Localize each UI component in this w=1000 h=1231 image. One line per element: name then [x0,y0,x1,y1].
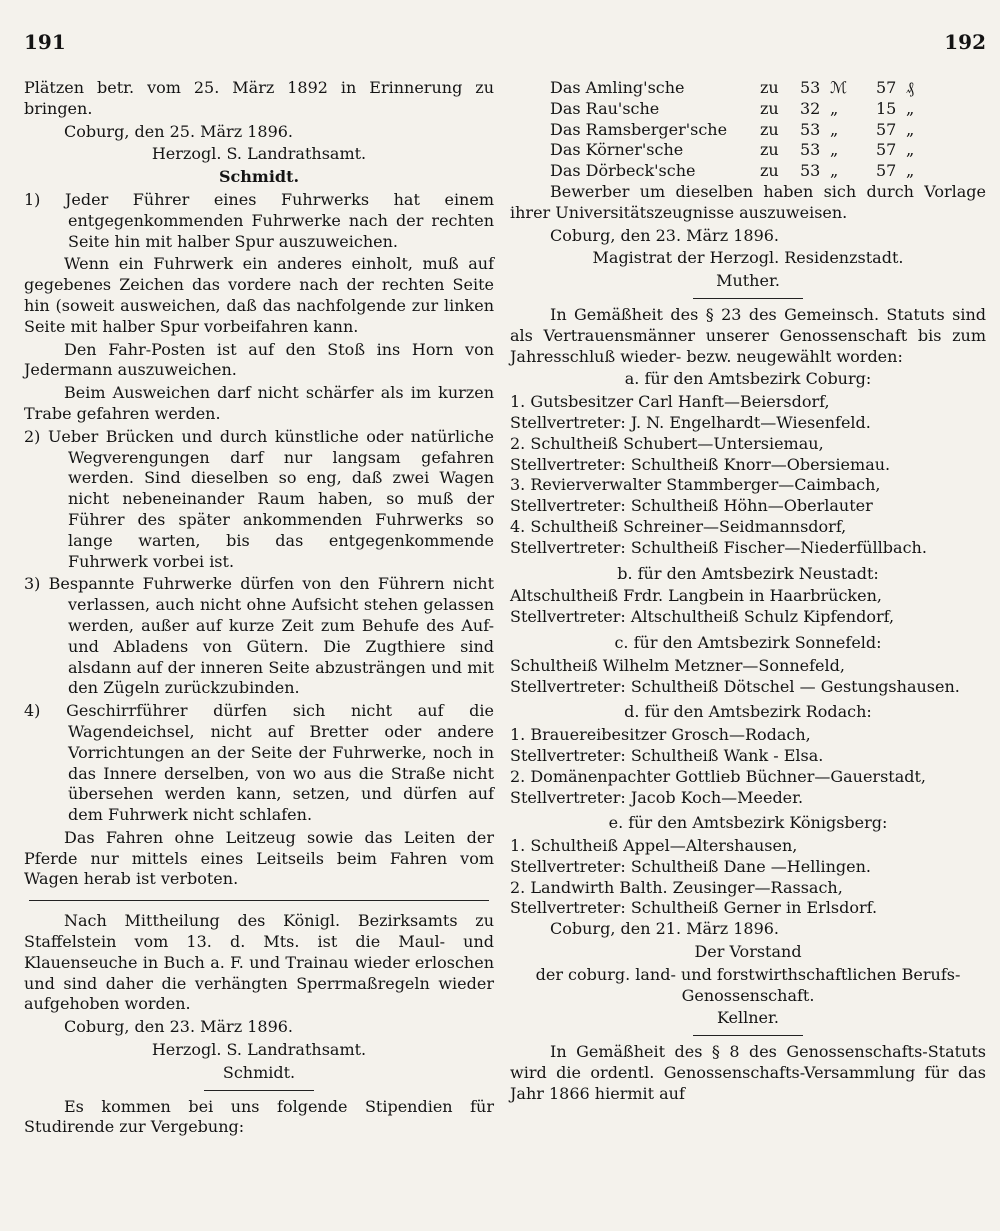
stipend-unit: „ [830,140,839,160]
notice-text: Nach Mittheilung des Königl. Bezirksamts zu Staffelstein vom 13. d. Mts. ist die Maul- und Klauenseuche in Buch a. F. und Trainau wieder erloschen und sind daher die verhängten Sperrmaßregeln wieder aufgehoben worden. [24,911,494,1014]
district-heading: a. für den Amtsbezirk Coburg: [624,369,872,389]
divider [204,1090,314,1091]
rule-item: 1) Jeder Führer eines Fuhrwerks hat einem entgegenkommenden Fuhrwerke nach der rechten Seite hin mit halber Spur auszuweichen. [24,189,494,251]
list-item: Schultheiß Wilhelm Metzner—Sonnefeld, [510,655,845,675]
stipend-unit: „ [830,161,839,181]
list-item: Stellvertreter: Schultheiß Gerner in Erlsdorf. [510,898,878,918]
table-row [550,161,914,182]
district-section [510,702,986,808]
stipend-unit: „ [906,161,915,181]
stipend-amount: 15 [876,98,897,118]
notice-text: In Gemäßheit des § 23 des Gemeinsch. Statuts sind als Vertrauensmänner unserer Genossenschaft bis zum Jahresschluß wieder- bezw. neugewählt worden: [510,304,986,366]
page-number-left: 191 [24,30,66,54]
stipend-amount: 53 [800,161,821,181]
district-heading: b. für den Amtsbezirk Neustadt: [617,563,879,583]
stipend-amount: 53 [800,119,821,139]
table-row [550,99,914,120]
list-item: Altschultheiß Frdr. Langbein in Haarbrücken, [510,586,882,606]
divider [693,1035,803,1036]
signature: Muther. [716,271,780,291]
list-item: 3. Revierverwalter Stammberger—Caimbach, [510,475,881,495]
stipend-table [550,78,914,182]
date-line: Coburg, den 25. März 1896. [64,121,294,141]
stipend-name: Das Amling'sche [550,78,685,97]
stipend-unit: ℳ [830,78,848,97]
list-item: Stellvertreter: Altschultheiß Schulz Kipfendorf, [510,607,895,627]
list-item: 2. Schultheiß Schubert—Untersiemau, [510,433,824,453]
stipend-unit: „ [906,140,915,160]
stipend-amount: 53 [800,78,821,97]
list-item: Stellvertreter: J. N. Engelhardt—Wiesenfeld. [510,412,871,432]
stipend-zu: zu [760,140,779,160]
office-line: Magistrat der Herzogl. Residenzstadt. [592,248,904,268]
list-item: Stellvertreter: Schultheiß Wank - Elsa. [510,745,824,765]
table-row [550,140,914,161]
stipend-amount: 57 [876,140,897,160]
notice-text: Es kommen bei uns folgende Stipendien für Studirende zur Vergebung: [24,1096,494,1137]
list-item: Stellvertreter: Schultheiß Fischer—Niederfüllbach. [510,537,927,557]
stipend-unit: „ [830,119,839,139]
district-heading: c. für den Amtsbezirk Sonnefeld: [614,632,882,652]
stipend-unit: „ [906,119,915,139]
stipend-zu: zu [760,161,779,181]
list-item: 1. Schultheiß Appel—Altershausen, [510,836,798,856]
list-item: 2. Domänenpachter Gottlieb Büchner—Gauerstadt, [510,766,927,786]
list-item: Stellvertreter: Jacob Koch—Meeder. [510,787,804,807]
district-section [510,813,986,919]
table-row [550,78,914,99]
list-item: Stellvertreter: Schultheiß Dane —Hellingen. [510,856,871,876]
divider [693,298,803,299]
rule-item: Wenn ein Fuhrwerk ein anderes einholt, muß auf gegebenes Zeichen das vordere nach der rechten Seite hin (soweit ausweichen, daß das nachfolgende zur linken Seite mit halber Spur vorbeifahren kann. [24,254,494,336]
stipend-unit: „ [830,98,839,118]
divider [29,900,490,901]
date-line: Coburg, den 23. März 1896. [64,1017,294,1037]
list-item: 1. Brauereibesitzer Grosch—Rodach, [510,725,811,745]
district-section [510,564,986,628]
district-section [510,633,986,697]
page-number-right: 192 [944,30,986,54]
board-org: der coburg. land- und forstwirthschaftlichen Berufs-Genossenschaft. [535,964,961,1005]
left-column [24,78,494,1140]
stipend-unit: ₰ [906,78,914,97]
stipend-amount: 57 [876,119,897,139]
notice-text: Bewerber um dieselben haben sich durch Vorlage ihrer Universitätszeugnisse auszuweisen. [510,181,986,222]
list-item: Stellvertreter: Schultheiß Dötschel — Gestungshausen. [510,676,960,696]
stipend-amount: 57 [876,161,897,181]
rule-item: Beim Ausweichen darf nicht schärfer als im kurzen Trabe gefahren werden. [24,383,494,423]
rule-item: 2) Ueber Brücken und durch künstliche oder natürliche Wegverengungen darf nur langsam gefahren werden. Sind dieselben so eng, daß zwei Wagen nicht nebeneinander Raum haben, so muß der Führer des später ankommenden Fuhrwerks so lange warten, bis das entgegenkommende Fuhrwerk vorbei ist. [24,426,494,571]
stipend-zu: zu [760,98,779,118]
district-heading: e. für den Amtsbezirk Königsberg: [608,813,888,833]
stipend-amount: 53 [800,140,821,160]
stipend-name: Das Ramsberger'sche [550,119,728,139]
signature: Schmidt. [222,1062,296,1082]
stipend-name: Das Körner'sche [550,140,684,160]
stipend-name: Das Rau'sche [550,98,660,118]
office-line: Herzogl. S. Landrathsamt. [151,1040,367,1060]
notice-text: In Gemäßheit des § 8 des Genossenschafts-Statuts wird die ordentl. Genossenschafts-Versammlung für das Jahr 1866 hiermit auf [510,1042,986,1103]
rule-item: 3) Bespannte Fuhrwerke dürfen von den Führern nicht verlassen, auch nicht ohne Aufsicht stehen gelassen werden, außer auf kurze Zeit zum Behufe des Auf- und Abladens von Gütern. Die Zugthiere sind alsdann auf der inneren Seite abzusträngen und mit den Zügeln zurückzubinden. [24,574,494,698]
stipend-amount: 32 [800,98,821,118]
list-item: Stellvertreter: Schultheiß Knorr—Obersiemau. [510,454,891,474]
stipend-zu: zu [760,78,779,97]
district-heading: d. für den Amtsbezirk Rodach: [624,702,872,722]
stipend-unit: „ [906,98,915,118]
stipend-amount: 57 [876,78,897,97]
office-line: Herzogl. S. Landrathsamt. [151,144,367,164]
right-column [510,78,986,1107]
rule-item: Den Fahr-Posten ist auf den Stoß ins Horn von Jedermann auszuweichen. [24,339,494,380]
signature: Kellner. [717,1008,779,1028]
stipend-zu: zu [760,119,779,139]
rule-item: Das Fahren ohne Leitzeug sowie das Leiten der Pferde nur mittels eines Leitseils beim Fahren vom Wagen herab ist verboten. [24,827,494,889]
date-line: Coburg, den 21. März 1896. [550,919,780,939]
list-item: 2. Landwirth Balth. Zeusinger—Rassach, [510,877,843,897]
intro-text: Plätzen betr. vom 25. März 1892 in Erinnerung zu bringen. [24,78,494,118]
list-item: Stellvertreter: Schultheiß Höhn—Oberlauter [510,496,873,516]
board-title: Der Vorstand [694,942,802,962]
signature: Schmidt. [218,167,300,187]
list-item: 1. Gutsbesitzer Carl Hanft—Beiersdorf, [510,392,830,412]
district-section [510,369,986,558]
rule-item: 4) Geschirrführer dürfen sich nicht auf die Wagendeichsel, nicht auf Bretter oder andere Vorrichtungen an der Seite der Fuhrwerke, noch in das Innere derselben, von wo aus die Straße nicht übersehen werden kann, setzen, und dürfen auf dem Fuhrwerk nicht schlafen. [24,701,494,825]
stipend-name: Das Dörbeck'sche [550,161,696,181]
table-row [550,120,914,141]
list-item: 4. Schultheiß Schreiner—Seidmannsdorf, [510,516,847,536]
date-line: Coburg, den 23. März 1896. [550,225,780,245]
